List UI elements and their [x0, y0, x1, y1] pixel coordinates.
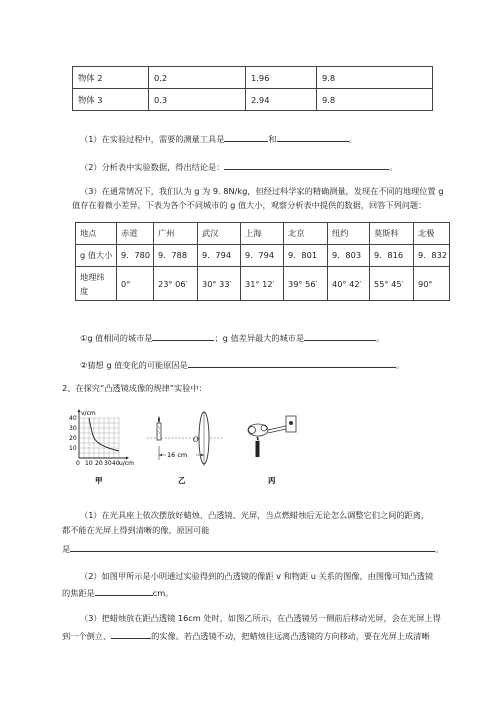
- table-row: [76, 245, 450, 267]
- figure-label-bing: 丙: [268, 476, 276, 485]
- figure-label-jia: 甲: [95, 476, 103, 485]
- tick-label: 40: [69, 415, 77, 422]
- tick-label: 10: [85, 460, 93, 467]
- q3b-end: 。: [395, 360, 405, 370]
- q1-end: 。: [348, 134, 357, 144]
- p2-q2-line1: （2）如图甲所示是小明通过实验得到的凸透镜的像距 v 和物距 u 关系的图像，由图像可知凸透镜: [80, 571, 434, 581]
- blank: [188, 358, 396, 368]
- table-cell: 31° 12′: [241, 267, 284, 301]
- problem-2-title: 2、在探究“凸透镜成像的规律”实验中：: [62, 383, 207, 393]
- table-cell: 地点: [76, 223, 117, 245]
- table-cell: 0°: [117, 267, 154, 301]
- blank: [95, 586, 153, 596]
- tick-label: 30: [69, 425, 77, 432]
- blank: [224, 132, 268, 142]
- table-cell: 39° 56′: [284, 267, 328, 301]
- question-3a: [80, 331, 384, 344]
- p2-q2-line2: [62, 586, 173, 599]
- experiment-setup-diagram: [238, 408, 308, 492]
- candle-icon: [157, 423, 161, 440]
- distance-label: 16 cm: [167, 451, 188, 459]
- p2-q2-text: 的焦距是: [62, 588, 95, 598]
- u-axis-label: u/cm: [119, 460, 134, 467]
- table-cell: 北京: [284, 223, 328, 245]
- tick-label: 40: [112, 460, 120, 467]
- figure-label-yi: 乙: [178, 476, 186, 485]
- table-cell: 9．794: [241, 245, 284, 267]
- candle-flame-icon: [257, 436, 259, 441]
- q1-text: （1）在实验过程中，需要的测量工具是: [80, 134, 225, 144]
- tick-label: 10: [69, 445, 77, 452]
- p2-q1-end: 。: [435, 544, 444, 554]
- table-cell: 9．816: [370, 245, 414, 267]
- p2-q3-text-b: 的实像。若凸透镜不动，把蜡烛往远离凸透镜的方向移动，要在光屏上成清晰: [151, 631, 430, 641]
- lens-center-label: O: [193, 436, 199, 444]
- table-cell: 物体 2: [73, 67, 149, 89]
- p2-q3-line1: （3）把蜡烛放在距凸透镜 16cm 处时，如图乙所示，在凸透镜另一侧前后移动光屏，会在光屏上得: [80, 613, 441, 623]
- figure-jia: [66, 408, 136, 492]
- g-value-table: [75, 222, 450, 301]
- q3b-text: ②猜想 g 值变化的可能原因是: [80, 360, 188, 370]
- p2-q3-line2: [62, 629, 430, 642]
- table-cell: 90°: [414, 267, 450, 301]
- candle-flame-icon: [158, 416, 160, 423]
- table-cell: 9．803: [328, 245, 370, 267]
- tick-label: 20: [69, 435, 77, 442]
- table-cell: [76, 267, 117, 301]
- v-u-graph: [66, 408, 136, 492]
- q2-text: （2）分析表中实验数据，得出结论是：: [80, 162, 225, 172]
- p2-q3-text-a: 到一个倒立、: [62, 631, 112, 641]
- p2-q1-shi: 是: [62, 544, 71, 554]
- table-cell: 9．832: [414, 245, 450, 267]
- q3a-mid: ；g 值差异最大的城市是: [214, 333, 305, 343]
- data-table-1: [72, 66, 433, 111]
- table-cell: 上海: [241, 223, 284, 245]
- table-cell: 55° 45′: [370, 267, 414, 301]
- table-cell: 0.3: [149, 89, 246, 111]
- table-cell: 9．794: [198, 245, 241, 267]
- table-cell: 40° 42′: [328, 267, 370, 301]
- table-cell: 9．788: [154, 245, 198, 267]
- table-cell: 9.8: [317, 89, 433, 111]
- p2-q1-line2: 都不能在光屏上得到清晰的像，原因可能: [62, 525, 210, 535]
- lens-holder-icon: [248, 424, 268, 436]
- q3a-end: 。: [376, 333, 385, 343]
- question-3b: [80, 358, 404, 371]
- blank: [224, 160, 389, 170]
- p2-q1-line1: （1）在光具座上依次摆放好蜡烛、凸透镜、光屏，当点燃蜡烛后无论怎么调整它们之间的距离，: [80, 510, 430, 520]
- candle-lens-diagram: [142, 408, 232, 492]
- blank: [70, 542, 435, 552]
- table-cell: 广州: [154, 223, 198, 245]
- tick-label: 30: [104, 460, 112, 467]
- question-3-line2: 值存在着微小差异，下表为各个不同城市的 g 值大小，观察分析表中提供的数据，回答下列问题：: [72, 200, 427, 210]
- latitude-label: 度: [80, 285, 89, 296]
- table-cell: 物体 3: [73, 89, 149, 111]
- table-cell: 纽约: [328, 223, 370, 245]
- table-cell: 0.2: [149, 67, 246, 89]
- blank: [152, 331, 214, 341]
- p2-q1-line3: [62, 542, 443, 555]
- table-cell: 1.96: [246, 67, 317, 89]
- table-row: [76, 223, 450, 245]
- table-cell: 9.8: [317, 67, 433, 89]
- table-row: [76, 267, 450, 301]
- blank: [111, 629, 151, 639]
- table-row: [73, 89, 433, 111]
- question-2: [80, 160, 398, 173]
- table-cell: 9．801: [284, 245, 328, 267]
- table-cell: 武汉: [198, 223, 241, 245]
- question-3-line1: （3）在通常情况下，我们认为 g 为 9. 8N/kg，但经过科学家的精确测量，发现在不同的地理位置 g: [80, 186, 444, 196]
- blank: [304, 331, 376, 341]
- latitude-label: 地理纬: [80, 271, 105, 282]
- table-cell: 2.94: [246, 89, 317, 111]
- q3a-text: ①g 值相同的城市是: [80, 333, 153, 343]
- q2-end: 。: [389, 162, 398, 172]
- table-cell: 莫斯科: [370, 223, 414, 245]
- v-axis-label: v/cm: [81, 410, 96, 417]
- table-row: [73, 67, 433, 89]
- table-cell: 北极: [414, 223, 450, 245]
- candle-icon: [256, 441, 260, 457]
- table-cell: 30° 33′: [198, 267, 241, 301]
- question-1: [80, 132, 357, 145]
- figure-bing: [238, 408, 308, 492]
- p2-q2-unit: cm。: [152, 588, 174, 598]
- table-cell: 赤道: [117, 223, 154, 245]
- table-cell: 9．780: [117, 245, 154, 267]
- q1-and: 和: [268, 134, 277, 144]
- figure-yi: [142, 408, 232, 492]
- blank: [277, 132, 349, 142]
- tick-label: 0: [76, 460, 80, 467]
- table-cell: g 值大小: [76, 245, 117, 267]
- table-cell: 23° 06′: [154, 267, 198, 301]
- tick-label: 20: [95, 460, 103, 467]
